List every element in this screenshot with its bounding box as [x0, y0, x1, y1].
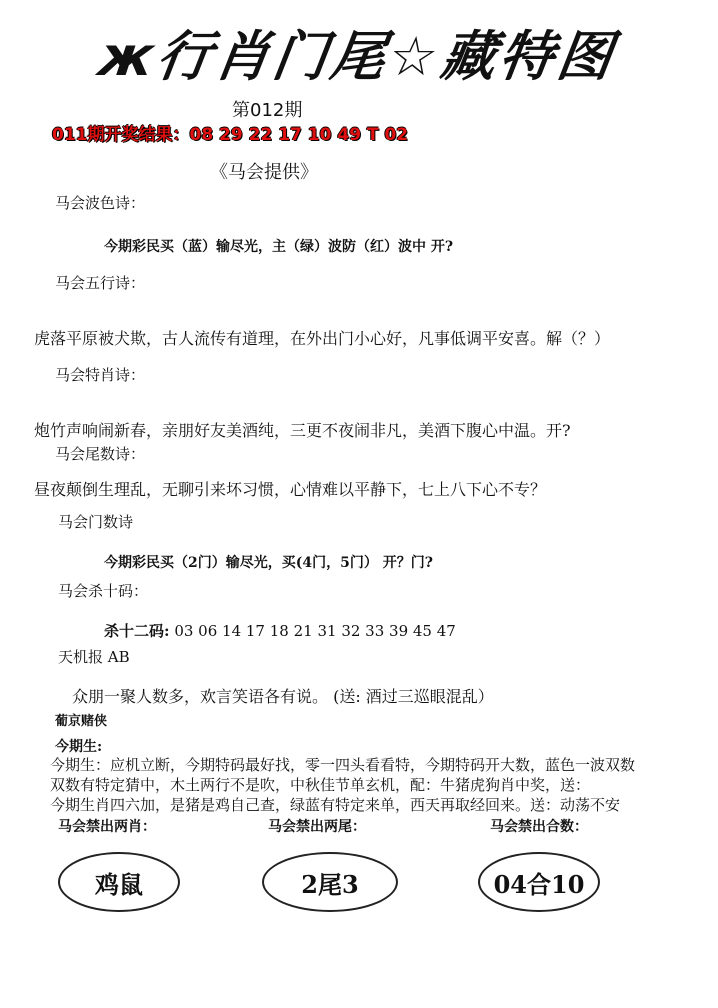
- ban-zodiac-label: 马会禁出两肖：: [58, 819, 156, 835]
- ban-tail-label: 马会禁出两尾：: [268, 819, 366, 835]
- issue-number: 第012期: [232, 100, 303, 121]
- door-poem: 今期彩民买（2门）输尽光，买(4门，5门） 开？门?: [104, 555, 433, 571]
- color-poem-label: 马会波色诗：: [55, 194, 146, 212]
- today-line: 今期生肖四六加，是猪是鸡自己查，绿蓝有特定来单，西天再取经回来。送：动荡不安: [50, 796, 621, 814]
- kill-numbers: 03 06 14 17 18 21 31 32 33 39 45 47: [174, 622, 456, 640]
- five-elements-poem-label: 马会五行诗：: [55, 274, 146, 292]
- door-poem-label: 马会门数诗: [58, 513, 134, 531]
- ban-zodiac-value: 鸡鼠: [95, 869, 143, 899]
- tianji-poem: 众朋一聚人数多，欢言笑语各有说。 (送: 酒过三巡眼混乱）: [72, 687, 494, 706]
- tail-poem-label: 马会尾数诗：: [55, 445, 146, 463]
- today-label: 今期生:: [55, 739, 103, 755]
- kill-numbers-line: [104, 620, 456, 641]
- page-title: ж行肖门尾☆藏特图: [95, 25, 621, 88]
- draw-result: 011期开奖结果：08 29 22 17 10 49 T 02: [52, 125, 409, 145]
- five-elements-poem: 虎落平原被犬欺，古人流传有道理，在外出门小心好，凡事低调平安喜。解（？）: [34, 329, 611, 348]
- provider-label: 《马会提供》: [210, 162, 318, 183]
- kill-numbers-label: 马会杀十码：: [58, 582, 149, 600]
- zodiac-poem-label: 马会特肖诗：: [55, 366, 146, 384]
- ban-sum-oval: [478, 852, 600, 912]
- ban-sum-value: 04合10: [493, 869, 585, 899]
- tianji-label: 天机报 AB: [58, 648, 130, 666]
- today-line: 双数有特定猜中，木土两行不是吹，中秋佳节单玄机，配：牛猪虎狗肖中奖，送：: [50, 776, 591, 794]
- color-poem: 今期彩民买（蓝）输尽光，主（绿）波防（红）波中 开?: [104, 239, 454, 255]
- ban-zodiac-oval: [58, 852, 180, 912]
- zodiac-poem: 炮竹声响闹新春，亲朋好友美酒纯，三更不夜闹非凡，美酒下腹心中温。开?: [34, 421, 571, 440]
- tail-poem: 昼夜颠倒生理乱，无聊引来坏习惯，心情难以平静下，七上八下心不专？: [34, 480, 547, 499]
- ban-tail-value: 2尾3: [301, 869, 359, 899]
- ban-sum-label: 马会禁出合数：: [490, 819, 588, 835]
- pujing-label: 葡京赌侠: [55, 714, 108, 729]
- kill-numbers-prefix: 杀十二码:: [104, 622, 170, 640]
- today-line: 今期生：应机立断，今期特码最好找，零一四头看看特，今期特码开大数，蓝色一波双数: [50, 756, 636, 774]
- ban-tail-oval: [262, 852, 398, 912]
